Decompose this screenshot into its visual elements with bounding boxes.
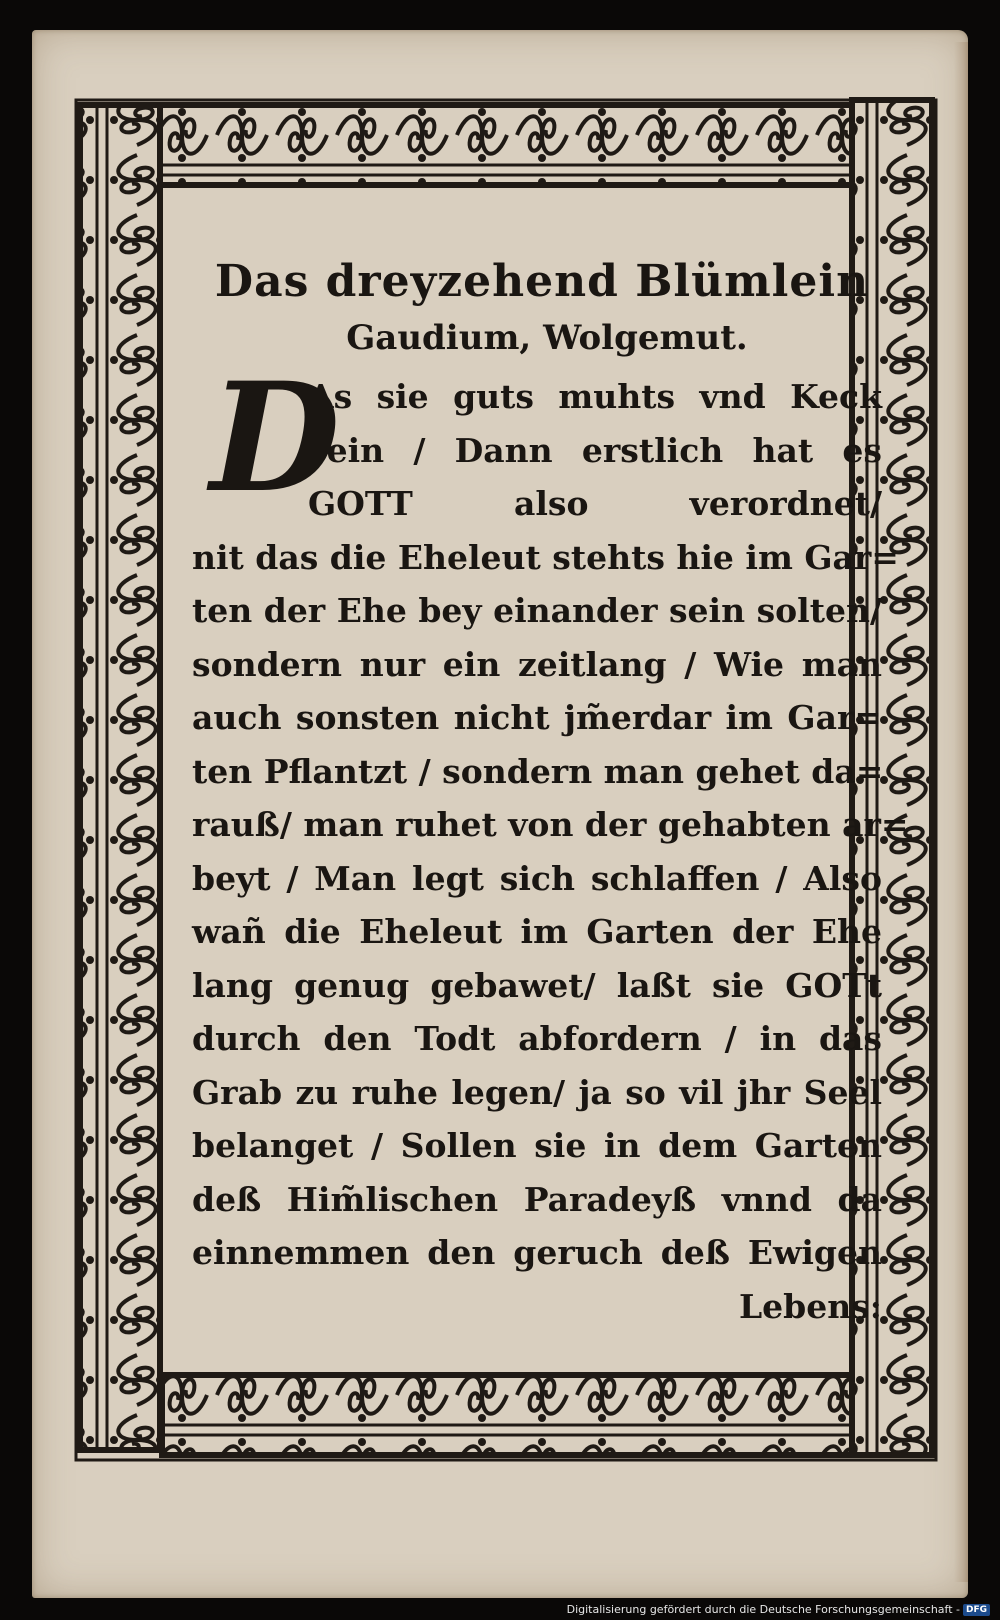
text-line: ten der Ehe bey einander sein solten/	[192, 591, 882, 630]
text-line: ten Pflantzt / sondern man gehet da=	[192, 751, 884, 791]
body-text	[192, 350, 909, 1333]
text-line: lang genug gebawet/ laßt sie GOTt	[192, 965, 882, 1005]
text-line: deß Him̃lischen Paradeyß vnnd da	[192, 1179, 882, 1219]
text-line: belanget / Sollen sie in dem Garten	[192, 1126, 882, 1165]
credit-text: Digitalisierung gefördert durch die Deutsche Forschungsgemeinschaft -	[566, 1603, 960, 1616]
page-text	[192, 250, 909, 1333]
text-line: auch sonsten nicht jm̃erdar im Gar=	[192, 698, 882, 737]
book-page	[32, 30, 968, 1598]
text-line: nit das die Eheleut stehts hie im Gar=	[192, 537, 899, 577]
text-line-last: Lebens:	[738, 1286, 882, 1326]
dropcap-letter: D	[210, 350, 341, 526]
text-line: sondern nur ein zeitlang / Wie man	[192, 644, 882, 684]
text-line: rauß/ man ruhet von der gehabten ar=	[192, 805, 909, 844]
decorated-initial-icon	[210, 350, 341, 526]
text-line: beyt / Man legt sich schlaffen / Also	[192, 858, 882, 898]
digitization-credit	[567, 1603, 990, 1616]
text-line: wañ die Eheleut im Garten der Ehe	[192, 912, 882, 951]
text-line: As sie guts muhts vnd Keck	[308, 377, 882, 416]
dfg-logo-icon: DFG	[963, 1604, 990, 1616]
text-line: durch den Todt abfordern / in das	[192, 1019, 882, 1058]
text-line: Grab zu ruhe legen/ ja so vil jhr Seel	[192, 1072, 882, 1112]
text-line: einnemmen den geruch deß Ewigen	[192, 1233, 882, 1272]
chapter-heading: Das dreyzehend Blümlein	[214, 256, 870, 307]
text-line: sein / Dann erstlich hat es	[308, 430, 882, 470]
text-line: GOTT also verordnet/	[308, 484, 882, 523]
chapter-subheading: Gaudium, Wolgemut.	[346, 318, 748, 358]
